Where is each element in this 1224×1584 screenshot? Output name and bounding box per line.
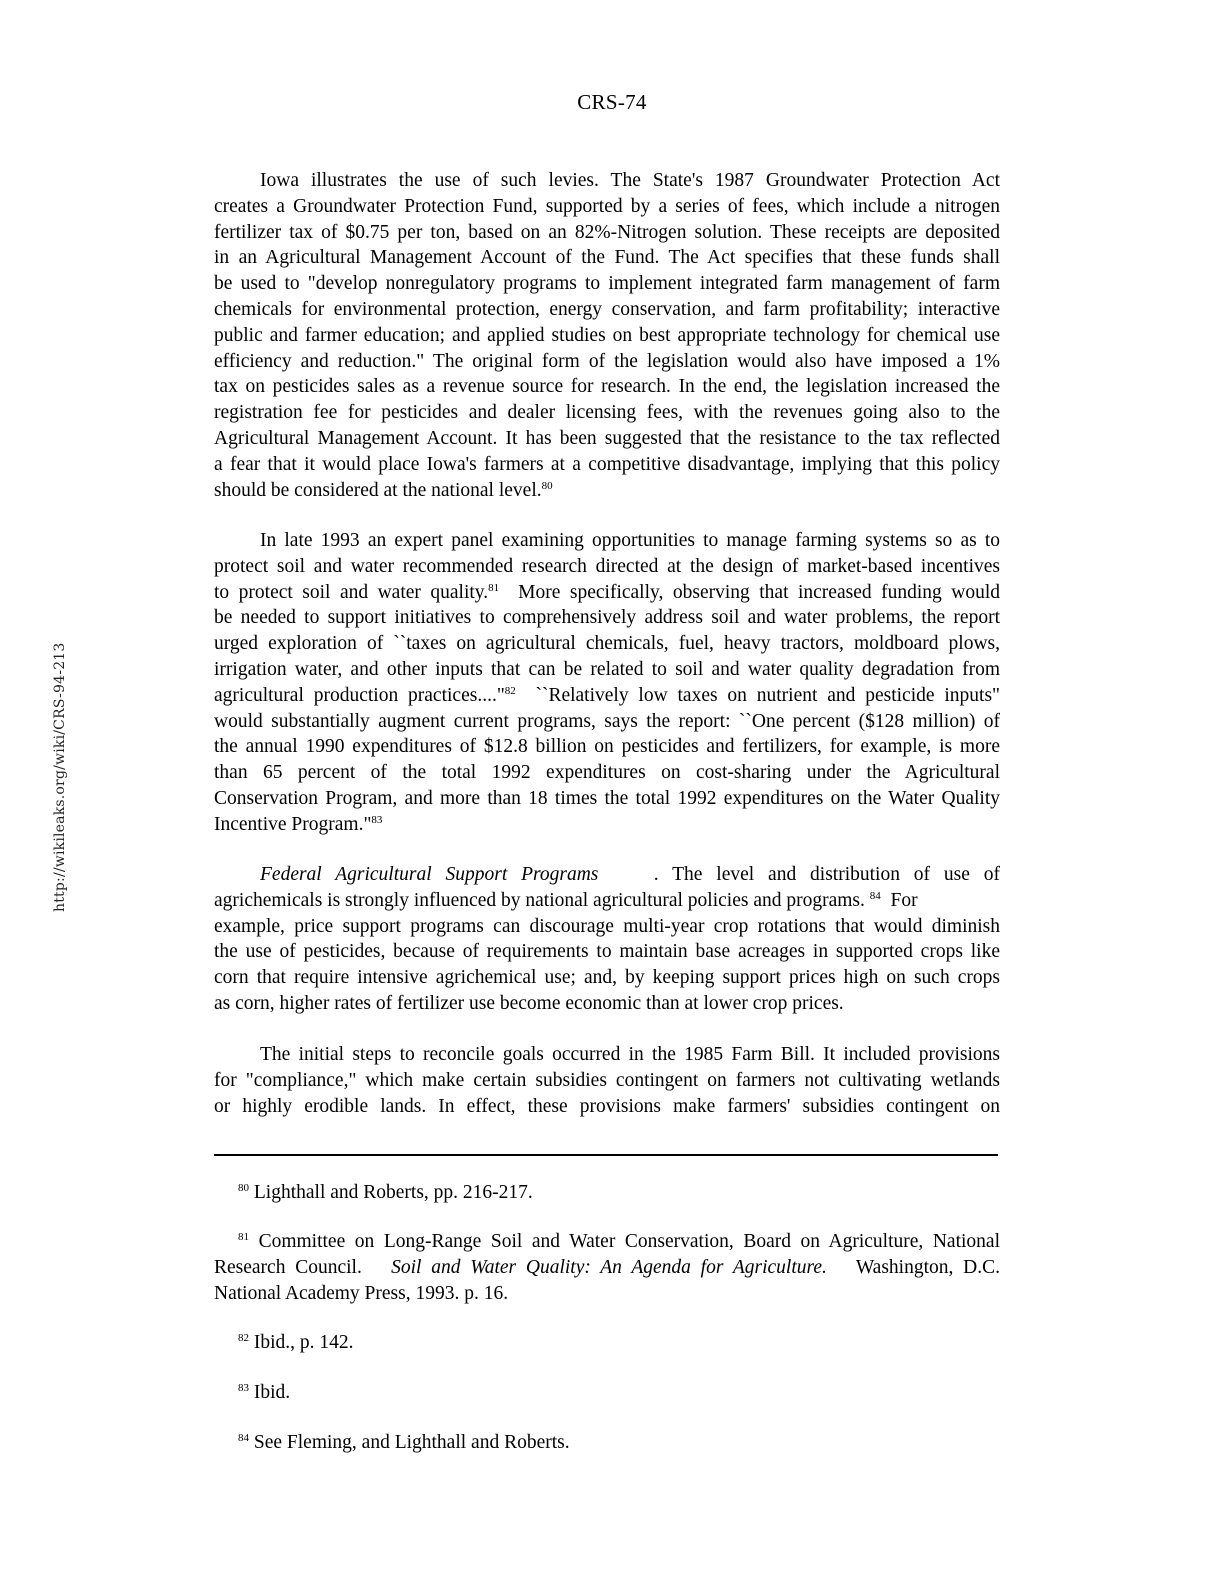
text-segment: agrichemicals is strongly influenced by national agricultural policies and programs.: [214, 889, 865, 911]
footnote-81: [214, 1229, 1000, 1306]
text-line: [214, 1430, 1000, 1456]
text-line: chemicals for environmental protection, energy conservation, and farm profitability; interactive: [214, 298, 1000, 320]
text-line: [214, 862, 1000, 888]
text-segment: ``Relatively low taxes on nutrient and pesticide inputs": [535, 684, 1000, 706]
text-segment: More specifically, observing that increased funding would: [518, 581, 1000, 603]
text-segment: . The level and distribution of use of: [653, 864, 1000, 885]
footnote-ref-84[interactable]: 84: [869, 889, 881, 902]
text-segment: to protect soil and water quality.: [214, 581, 489, 603]
text-line: be used to "develop nonregulatory programs to implement integrated farm management of farm: [214, 273, 1000, 295]
footnote-ref-83[interactable]: 83: [371, 813, 383, 826]
footnote-84: [214, 1430, 1000, 1456]
paragraph-expert-panel: [214, 528, 1000, 838]
text-line: as corn, higher rates of fertilizer use become economic than at lower crop prices.: [214, 992, 844, 1014]
footnote-number: 80: [238, 1182, 249, 1194]
text-line: a fear that it would place Iowa's farmers at a competitive disadvantage, implying that this policy: [214, 453, 1000, 475]
text-line: Conservation Program, and more than 18 times the total 1992 expenditures on the Water Quality: [214, 787, 1000, 809]
side-margin-url[interactable]: http://wikileaks.org/wiki/CRS-94-213: [52, 642, 68, 912]
footnote-text: Washington, D.C.: [855, 1256, 1000, 1278]
text-line: [214, 683, 1000, 709]
text-line: [214, 1255, 1000, 1281]
text-line: be needed to support initiatives to comprehensively address soil and water problems, the report: [214, 607, 1000, 629]
text-line: example, price support programs can discourage multi-year crop rotations that would diminish: [214, 915, 1000, 937]
text-segment: For: [890, 889, 918, 911]
text-line: [214, 812, 1000, 838]
footnote-83: [214, 1380, 1000, 1406]
footnote-text: Research Council.: [214, 1256, 362, 1278]
text-segment: Incentive Program.": [214, 813, 372, 835]
text-line: In late 1993 an expert panel examining opportunities to manage farming systems so as to: [260, 530, 1000, 551]
text-line: [214, 888, 1000, 914]
paragraph-iowa-levies: [214, 168, 1000, 503]
text-line: fertilizer tax of $0.75 per ton, based on an 82%-Nitrogen solution. These receipts are deposited: [214, 221, 1000, 243]
footnote-ref-82[interactable]: 82: [504, 684, 516, 697]
footnote-text: Lighthall and Roberts, pp. 216-217.: [253, 1182, 533, 1203]
section-run-in-heading: Federal Agricultural Support Programs: [260, 864, 599, 885]
text-line: than 65 percent of the total 1992 expenditures on cost-sharing under the Agricultural: [214, 762, 1000, 784]
footnote-number: 83: [238, 1382, 249, 1394]
text-line: Agricultural Management Account. It has been suggested that the resistance to the tax reflected: [214, 427, 1000, 449]
text-line: irrigation water, and other inputs that can be related to soil and water quality degradation from: [214, 658, 1000, 680]
footnote-number: 81: [238, 1231, 249, 1243]
text-line: for "compliance," which make certain subsidies contingent on farmers not cultivating wetlands: [214, 1069, 1000, 1091]
text-line: creates a Groundwater Protection Fund, supported by a series of fees, which include a nitrogen: [214, 195, 1000, 217]
text-line: The initial steps to reconcile goals occurred in the 1985 Farm Bill. It included provisions: [260, 1044, 1000, 1065]
text-line: in an Agricultural Management Account of the Fund. The Act specifies that these funds shall: [214, 247, 1000, 269]
text-segment: should be considered at the national level.: [214, 479, 542, 501]
text-line: the annual 1990 expenditures of $12.8 billion on pesticides and fertilizers, for example, is more: [214, 736, 1000, 758]
text-line: [214, 580, 1000, 606]
text-line: urged exploration of ``taxes on agricultural chemicals, fuel, heavy tractors, moldboard plows,: [214, 633, 1000, 655]
text-line: [214, 1229, 1000, 1255]
footnote-text: See Fleming, and Lighthall and Roberts.: [253, 1432, 570, 1453]
text-line: registration fee for pesticides and dealer licensing fees, with the revenues going also to the: [214, 402, 1000, 424]
footnote-80: [214, 1180, 1000, 1206]
page-number-header: CRS-74: [577, 90, 647, 114]
text-line: tax on pesticides sales as a revenue source for research. In the end, the legislation increased the: [214, 376, 1000, 398]
text-line: [214, 478, 1000, 504]
paragraph-farm-bill: [214, 1042, 1000, 1119]
cited-title: Soil and Water Quality: An Agenda for Agriculture.: [391, 1256, 827, 1278]
paragraph-federal-support: [214, 862, 1000, 1017]
text-line: the use of pesticides, because of requirements to maintain base acreages in supported crops like: [214, 941, 1000, 963]
text-segment: agricultural production practices....": [214, 684, 505, 706]
text-line: [214, 1380, 1000, 1406]
text-line: Iowa illustrates the use of such levies. The State's 1987 Groundwater Protection Act: [260, 170, 1000, 191]
text-line: efficiency and reduction." The original form of the legislation would also have imposed a 1%: [214, 350, 1000, 372]
footnote-82: [214, 1330, 1000, 1356]
text-line: protect soil and water recommended research directed at the design of market-based incentives: [214, 555, 1000, 577]
footnote-text: Ibid., p. 142.: [253, 1332, 354, 1353]
footnote-ref-80[interactable]: 80: [541, 479, 553, 492]
footnote-ref-81[interactable]: 81: [488, 581, 500, 594]
text-line: National Academy Press, 1993. p. 16.: [214, 1282, 509, 1304]
footnote-text: Committee on Long-Range Soil and Water Conservation, Board on Agriculture, National: [258, 1231, 1000, 1252]
footnote-separator: [214, 1154, 998, 1156]
text-line: or highly erodible lands. In effect, these provisions make farmers' subsidies contingent on: [214, 1095, 1000, 1117]
text-line: [214, 1180, 1000, 1206]
footnote-text: Ibid.: [253, 1382, 291, 1403]
text-line: public and farmer education; and applied studies on best appropriate technology for chemical use: [214, 324, 1000, 346]
text-line: would substantially augment current programs, says the report: ``One percent ($128 million) of: [214, 710, 1000, 732]
footnote-number: 84: [238, 1432, 249, 1444]
text-line: [214, 1330, 1000, 1356]
text-line: corn that require intensive agrichemical use; and, by keeping support prices high on such crops: [214, 967, 1000, 989]
footnote-number: 82: [238, 1332, 249, 1344]
